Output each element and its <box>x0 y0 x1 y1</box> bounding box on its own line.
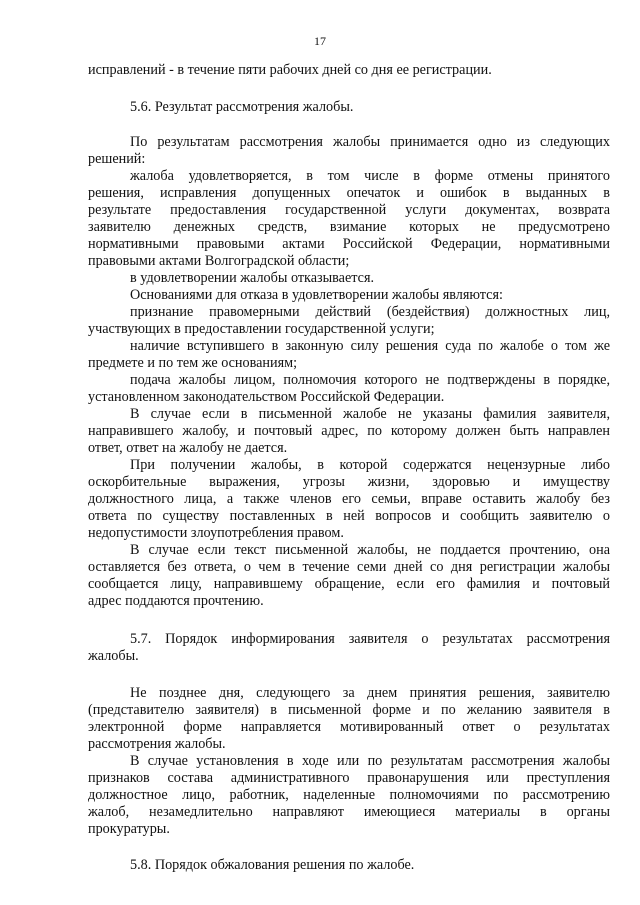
text-line: установленном законодательством Российской Федерации. <box>88 389 445 405</box>
text-line: в удовлетворении жалобы отказывается. <box>130 270 375 286</box>
text-line: предмете и по тем же основаниям; <box>88 355 298 371</box>
text-line: правовыми актами Волгоградской области; <box>88 253 350 269</box>
text-line: решения, исправления допущенных опечаток и ошибок в выданных в <box>88 185 610 201</box>
text-line: По результатам рассмотрения жалобы принимается одно из следующих <box>130 134 610 150</box>
text-line: (представителю заявителя) в письменной форме и по желанию заявителя в <box>88 702 610 718</box>
text-line: В случае установления в ходе или по результатам рассмотрения жалобы <box>130 753 610 769</box>
text-line: В случае если в письменной жалобе не указаны фамилия заявителя, <box>130 406 610 422</box>
section-heading: 5.8. Порядок обжалования решения по жалобе. <box>130 857 415 873</box>
text-line: решений: <box>88 151 146 167</box>
text-line: результате предоставления государственной услуги документах, возврата <box>88 202 610 218</box>
section-heading: 5.7. Порядок информирования заявителя о результатах рассмотрения <box>130 631 610 647</box>
section-heading-cont: жалобы. <box>88 648 139 664</box>
text-line: жалоб, незамедлительно направляют имеющиеся материалы в органы <box>88 804 610 820</box>
text-line: ответа по существу поставленных в ней вопросов и сообщить заявителю о <box>88 508 610 524</box>
text-line: оставляется без ответа, о чем в течение семи дней со дня регистрации жалобы <box>88 559 610 575</box>
text-line: нормативными правовыми актами Российской Федерации, нормативными <box>88 236 610 252</box>
text-line: электронной форме направляется мотивированный ответ о результатах <box>88 719 610 735</box>
text-line: ответ, ответ на жалобу не дается. <box>88 440 288 456</box>
text-line: Не позднее дня, следующего за днем принятия решения, заявителю <box>130 685 610 701</box>
text-line: наличие вступившего в законную силу решения суда по жалобе о том же <box>130 338 610 354</box>
text-line: сообщается лицу, направившему обращение, если его фамилия и почтовый <box>88 576 610 592</box>
text-line: Основаниями для отказа в удовлетворении жалобы являются: <box>130 287 503 303</box>
text-line: должностного лица, а также членов его семьи, вправе оставить жалобу без <box>88 491 610 507</box>
text-line: участвующих в предоставлении государственной услуги; <box>88 321 435 337</box>
section-heading: 5.6. Результат рассмотрения жалобы. <box>130 99 354 115</box>
text-line: адрес поддаются прочтению. <box>88 593 264 609</box>
text-line: заявителю денежных средств, взимание которых не предусмотрено <box>88 219 610 235</box>
text-line: В случае если текст письменной жалобы, не поддается прочтению, она <box>130 542 610 558</box>
text-line: признание правомерными действий (бездействия) должностных лиц, <box>130 304 610 320</box>
text-line: подача жалобы лицом, полномочия которого не подтверждены в порядке, <box>130 372 610 388</box>
text-line: прокуратуры. <box>88 821 170 837</box>
text-line: недопустимости злоупотребления правом. <box>88 525 344 541</box>
text-line: признаков состава административного правонарушения или преступления <box>88 770 610 786</box>
text-line: жалоба удовлетворяется, в том числе в форме отмены принятого <box>130 168 610 184</box>
text-line: При получении жалобы, в которой содержатся нецензурные либо <box>130 457 610 473</box>
text-line: исправлений - в течение пяти рабочих дней со дня ее регистрации. <box>88 62 492 78</box>
text-line: оскорбительные выражения, угрозы жизни, здоровью и имуществу <box>88 474 610 490</box>
text-line: рассмотрения жалобы. <box>88 736 226 752</box>
page-number: 17 <box>314 34 326 48</box>
text-line: направившего жалобу, и почтовый адрес, по которому должен быть направлен <box>88 423 610 439</box>
text-line: должностное лицо, работник, наделенные полномочиями по рассмотрению <box>88 787 610 803</box>
